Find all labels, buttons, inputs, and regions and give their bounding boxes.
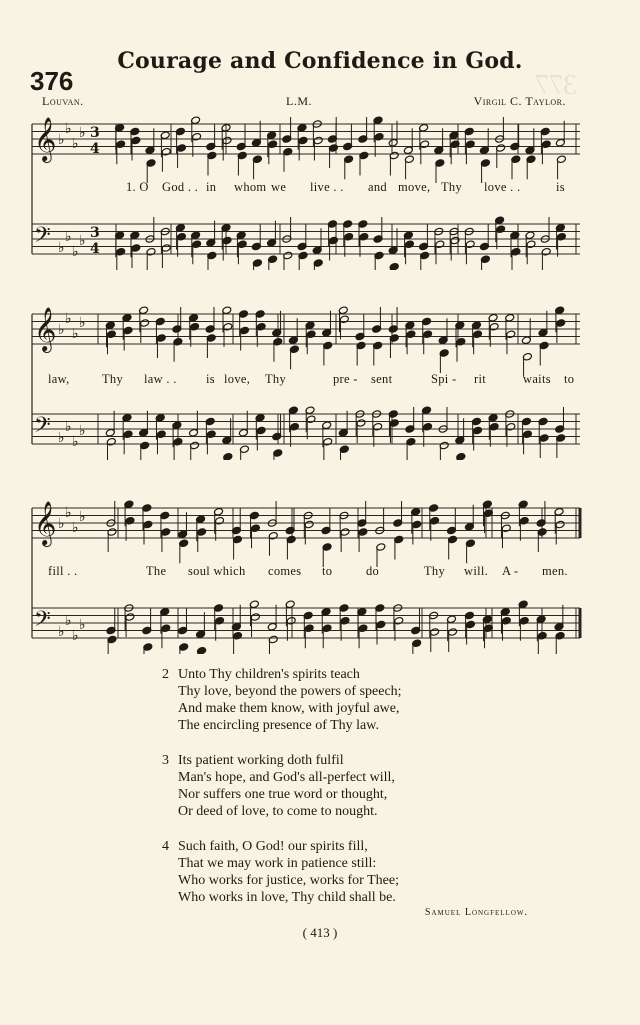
note: [358, 220, 369, 257]
note: [500, 607, 511, 640]
note: [172, 307, 183, 362]
note: [282, 117, 293, 172]
note: [303, 611, 314, 648]
note: [124, 604, 135, 637]
note: [357, 501, 368, 552]
note: [438, 407, 449, 460]
note: [434, 227, 445, 264]
note: [206, 125, 217, 176]
flat-icon: ♭: [65, 419, 72, 435]
note: [196, 612, 207, 654]
meter: L.M.: [286, 94, 312, 108]
note: [488, 413, 499, 446]
note: [175, 223, 186, 256]
note: [510, 231, 521, 270]
stanza-line: That we may work in patience still:: [178, 856, 377, 871]
lyric-syllable: will.: [464, 564, 489, 578]
note: [288, 406, 299, 447]
note: [160, 607, 171, 648]
lyric-syllable: God . .: [162, 180, 199, 194]
note: [267, 221, 278, 270]
note: [339, 511, 350, 552]
note: [403, 231, 414, 264]
lyric-syllable: men.: [542, 564, 568, 578]
note: [393, 604, 404, 641]
composer: Virgil C. Taylor.: [473, 94, 566, 108]
note: [297, 123, 308, 160]
note: [189, 411, 200, 460]
flat-icon: ♭: [65, 229, 72, 245]
flat-icon: ♭: [58, 240, 65, 256]
note: [343, 220, 354, 257]
note: [145, 217, 156, 270]
note: [495, 117, 506, 168]
lyric-syllable: soul which: [188, 564, 246, 578]
stanza-line: [162, 666, 542, 683]
note: [388, 410, 399, 443]
flat-icon: ♭: [65, 613, 72, 629]
bass-staff: [32, 600, 580, 654]
note: [172, 421, 183, 460]
stanza-line: Nor suffers one true word or thought,: [178, 787, 388, 802]
note: [521, 318, 532, 377]
note: [518, 500, 529, 541]
note: [267, 501, 278, 556]
note: [238, 411, 249, 460]
note: [429, 504, 440, 541]
note: [205, 417, 216, 454]
bass-clef-icon: 𝄢: [34, 607, 51, 637]
note: [130, 231, 141, 268]
note: [510, 125, 521, 180]
stanza-line-text: Unto Thy children's spirits teach: [178, 667, 360, 682]
note: [206, 221, 217, 270]
note: [255, 413, 266, 450]
lyric-line-2: [28, 372, 584, 388]
stanza-line: Who works for justice, works for Thee;: [178, 873, 399, 888]
stanza-3: [162, 752, 542, 820]
note: [327, 117, 338, 168]
note: [155, 413, 166, 454]
note: [160, 131, 171, 172]
flat-icon: ♭: [65, 121, 72, 137]
note: [124, 500, 135, 541]
stanzas: [162, 666, 542, 924]
lyric-syllable: whom: [234, 180, 267, 194]
note: [191, 116, 202, 157]
lyric-syllable: fill . .: [48, 564, 78, 578]
note: [322, 421, 333, 460]
lyric-syllable: rit: [474, 372, 487, 386]
note: [555, 121, 566, 180]
lyric-syllable: comes: [268, 564, 302, 578]
bass-clef-icon: 𝄢: [34, 223, 51, 253]
stanza-line-text: Its patient working doth fulfil: [178, 753, 344, 768]
lyric-syllable: move,: [398, 180, 431, 194]
note: [471, 321, 482, 354]
note: [405, 407, 416, 460]
treble-staff: [32, 500, 580, 567]
note: [373, 116, 384, 157]
lyric-syllable: A -: [502, 564, 519, 578]
note: [538, 311, 549, 366]
note: [145, 128, 156, 183]
note: [236, 231, 247, 264]
note: [236, 125, 247, 176]
note: [355, 410, 366, 443]
note: [205, 307, 216, 358]
note: [464, 611, 475, 644]
stanza-line: The encircling presence of Thy law.: [178, 718, 379, 733]
flat-icon: ♭: [58, 624, 65, 640]
treble-clef-icon: 𝄞: [34, 117, 57, 161]
note: [160, 227, 171, 268]
note: [405, 321, 416, 354]
note: [249, 511, 260, 548]
music-system-3: [28, 494, 584, 654]
time-signature-bottom: 4: [90, 141, 100, 157]
note: [214, 604, 225, 641]
note: [267, 131, 278, 164]
bass-clef-icon: 𝄢: [34, 413, 51, 443]
note: [419, 123, 430, 164]
note: [455, 418, 466, 460]
note: [222, 306, 233, 347]
flat-icon: ♭: [72, 628, 79, 644]
note: [464, 227, 475, 264]
flat-icon: ♭: [79, 617, 86, 633]
note: [175, 127, 186, 168]
stanza-line: [162, 838, 542, 855]
note: [372, 410, 383, 447]
flat-icon: ♭: [58, 430, 65, 446]
note: [479, 128, 490, 183]
flat-icon: ♭: [72, 136, 79, 152]
lyric-syllable: live . .: [310, 180, 344, 194]
lyric-syllable: is: [206, 372, 215, 386]
note: [538, 417, 549, 458]
note: [455, 321, 466, 362]
time-signature-top: 3: [90, 225, 100, 241]
note: [338, 411, 349, 460]
stanza-line: Man's hope, and God's all-perfect will,: [178, 770, 395, 785]
note: [438, 318, 449, 373]
note: [518, 600, 529, 641]
lyric-syllable: love,: [224, 372, 251, 386]
note: [122, 413, 133, 454]
lyric-syllable: The: [146, 564, 167, 578]
flat-icon: ♭: [79, 423, 86, 439]
flat-icon: ♭: [58, 322, 65, 338]
flat-icon: ♭: [58, 516, 65, 532]
stanza-2: [162, 666, 542, 734]
music-system-1: [28, 110, 584, 270]
note: [505, 313, 516, 354]
stanza-line-text: Such faith, O God! our spirits fill,: [178, 839, 368, 854]
note: [285, 600, 296, 641]
lyric-syllable: do: [366, 564, 380, 578]
note: [105, 321, 116, 354]
note: [338, 306, 349, 339]
note: [214, 507, 225, 540]
lyric-syllable: and: [368, 180, 387, 194]
lyric-syllable: is: [556, 180, 565, 194]
note: [373, 217, 384, 270]
note: [471, 417, 482, 450]
stanza-4: [162, 838, 542, 906]
note: [115, 123, 126, 164]
lyric-syllable: 1. O: [126, 180, 149, 194]
lyric-syllable: we: [271, 180, 287, 194]
lyric-syllable: waits: [523, 372, 551, 386]
note: [447, 509, 458, 560]
lyric-syllable: Thy: [441, 180, 463, 194]
note: [540, 217, 551, 270]
treble-clef-icon: 𝄞: [34, 307, 57, 351]
note: [267, 605, 278, 654]
note: [251, 121, 262, 180]
lyric-syllable: to: [564, 372, 575, 386]
note: [388, 228, 399, 270]
note: [554, 507, 565, 544]
note: [285, 509, 296, 560]
note: [343, 125, 354, 180]
tune-name: Louvan.: [42, 94, 84, 108]
note: [536, 615, 547, 654]
lyric-syllable: love . .: [484, 180, 521, 194]
flat-icon: ♭: [72, 244, 79, 260]
note: [339, 604, 350, 641]
note: [464, 127, 475, 164]
note: [105, 411, 116, 460]
treble-clef-icon: 𝄞: [34, 501, 57, 545]
page-title: Courage and Confidence in God.: [117, 48, 523, 74]
lyric-line-1: [28, 180, 584, 196]
note: [357, 607, 368, 648]
note: [282, 217, 293, 270]
flat-icon: ♭: [79, 315, 86, 331]
stanza-number: 2: [162, 667, 169, 682]
lyric-syllable: law,: [48, 372, 70, 386]
note: [540, 127, 551, 164]
note: [488, 313, 499, 346]
flat-icon: ♭: [72, 434, 79, 450]
note: [355, 315, 366, 366]
flat-icon: ♭: [58, 132, 65, 148]
note: [422, 406, 433, 447]
note: [312, 228, 323, 270]
note: [429, 611, 440, 652]
note: [249, 600, 260, 637]
lyric-syllable: pre -: [333, 372, 358, 386]
stanza-number: 4: [162, 839, 169, 854]
note: [521, 417, 532, 454]
stanza-line: [162, 752, 542, 769]
note: [555, 306, 566, 343]
note: [495, 216, 506, 249]
music-system-2: [28, 300, 584, 460]
note: [196, 515, 207, 552]
note: [106, 501, 117, 552]
flat-icon: ♭: [72, 326, 79, 342]
note: [115, 231, 126, 270]
stanza-line: Who works in love, Thy child shall be.: [178, 890, 396, 905]
lyric-syllable: sent: [371, 372, 393, 386]
lyric-syllable: in: [206, 180, 217, 194]
time-signature-bottom: 4: [90, 241, 100, 257]
flat-icon: ♭: [65, 505, 72, 521]
note: [305, 406, 316, 439]
note: [155, 317, 166, 358]
note: [505, 410, 516, 447]
note: [500, 511, 511, 548]
note: [447, 615, 458, 652]
hymn-number: 376: [30, 66, 74, 96]
lyric-syllable: Thy: [265, 372, 287, 386]
note: [388, 121, 399, 176]
note: [434, 128, 445, 183]
note: [555, 223, 566, 256]
flat-icon: ♭: [72, 520, 79, 536]
flat-icon: ♭: [79, 125, 86, 141]
lyric-syllable: Thy: [102, 372, 124, 386]
stanza-line: Thy love, beyond the powers of speech;: [178, 684, 402, 699]
note: [305, 321, 316, 354]
bleed-through: 377: [535, 70, 577, 101]
author: Samuel Longfellow.: [424, 907, 528, 918]
note: [139, 411, 150, 460]
stanza-number: 3: [162, 753, 169, 768]
note: [221, 223, 232, 260]
note: [411, 507, 422, 544]
lyric-syllable: law . .: [144, 372, 177, 386]
lyric-syllable: Thy: [424, 564, 446, 578]
note: [189, 313, 200, 346]
stanza-line: And make them know, with joyful awe,: [178, 701, 400, 716]
note: [255, 310, 266, 347]
note: [388, 307, 399, 358]
note: [555, 407, 566, 458]
note: [222, 418, 233, 460]
flat-icon: ♭: [65, 311, 72, 327]
note: [464, 505, 475, 564]
treble-staff: [32, 116, 580, 183]
note: [191, 231, 202, 264]
time-signature-top: 3: [90, 125, 100, 141]
lyric-syllable: Spi -: [431, 372, 457, 386]
note: [554, 605, 565, 654]
flat-icon: ♭: [79, 509, 86, 525]
flat-icon: ♭: [79, 233, 86, 249]
note: [525, 231, 536, 264]
stanza-line: Or deed of love, to come to nought.: [178, 804, 378, 819]
note: [160, 511, 171, 552]
note: [322, 311, 333, 366]
bass-staff: [32, 406, 580, 460]
page-number: ( 413 ): [302, 925, 338, 940]
note: [130, 127, 141, 160]
note: [422, 317, 433, 354]
lyric-line-3: [28, 564, 584, 580]
note: [139, 306, 150, 343]
note: [303, 511, 314, 544]
bass-staff: [32, 216, 580, 270]
note: [321, 607, 332, 648]
treble-staff: [32, 306, 580, 377]
note: [122, 313, 133, 350]
lyric-syllable: to: [322, 564, 333, 578]
